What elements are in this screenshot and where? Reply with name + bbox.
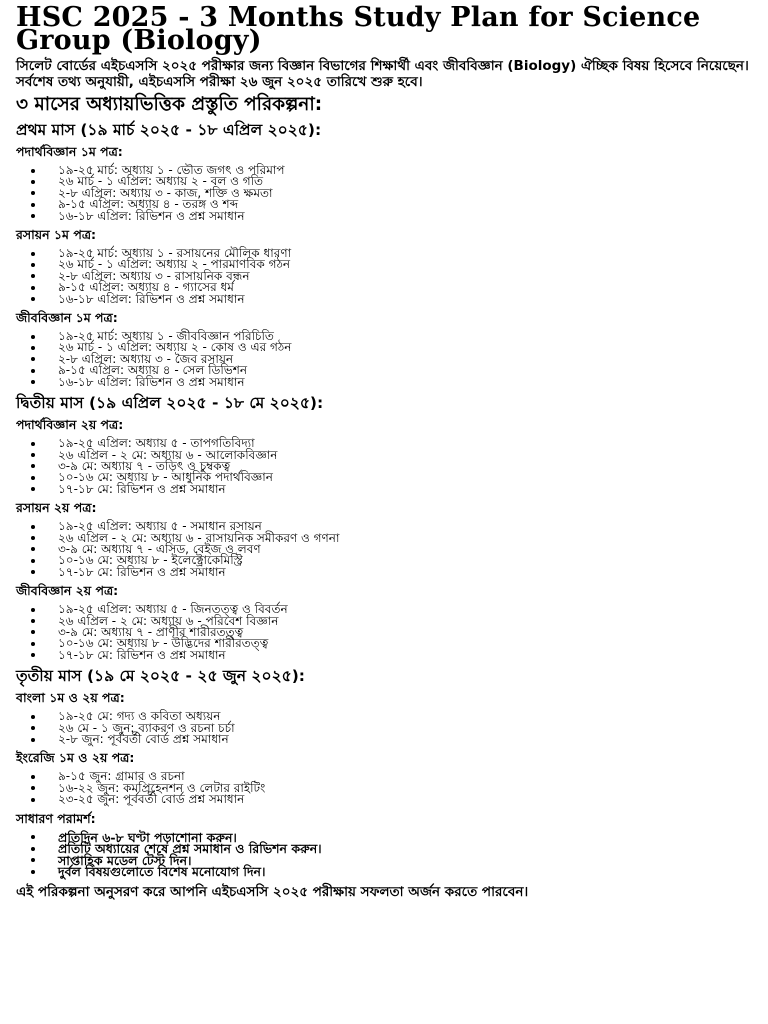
- chapter-list: [16, 604, 752, 661]
- list-item: ২-৮ এপ্রিল: অধ্যায় ৩ - কাজ, শক্তি ও ক্ষমতা: [58, 188, 752, 199]
- list-item: সাপ্তাহিক মডেল টেস্ট দিন।: [58, 855, 752, 867]
- subject-heading: পদার্থবিজ্ঞান ১ম পত্র:: [16, 144, 123, 159]
- list-item: ২৬ মার্চ - ১ এপ্রিল: অধ্যায় ২ - বল ও গতি: [58, 176, 752, 187]
- list-item: ১০-১৬ মে: অধ্যায় ৮ - আধুনিক পদার্থবিজ্ঞান: [58, 472, 752, 483]
- list-item: প্রতিদিন ৬-৮ ঘণ্টা পড়াশোনা করুন।: [58, 832, 752, 844]
- chapter-list: [16, 165, 752, 222]
- subject-heading: পদার্থবিজ্ঞান ২য় পত্র:: [16, 417, 124, 433]
- advice-list: [16, 829, 752, 880]
- month-heading: দ্বিতীয় মাস (১৯ এপ্রিল ২০২৫ - ১৮ মে ২০২৫):: [16, 394, 324, 413]
- list-item: ১৯-২৫ মার্চ: অধ্যায় ১ - রসায়নের মৌলিক ধারণা: [58, 248, 752, 259]
- list-item: ৯-১৫ এপ্রিল: অধ্যায় ৪ - গ্যাসের ধর্ম: [58, 282, 752, 293]
- list-item: ২৬ মার্চ - ১ এপ্রিল: অধ্যায় ২ - কোষ ও এর গঠন: [58, 342, 752, 353]
- list-item: ১৯-২৫ মার্চ: অধ্যায় ১ - জীববিজ্ঞান পরিচিতি: [58, 331, 752, 342]
- closing-paragraph: এই পরিকল্পনা অনুসরণ করে আপনি এইচএসসি ২০২৫ পরীক্ষায় সফলতা অর্জন করতে পারবেন।: [16, 883, 529, 900]
- chapter-list: [16, 521, 752, 578]
- list-item: ১৯-২৫ এপ্রিল: অধ্যায় ৫ - জিনতত্ত্ব ও বিবর্তন: [58, 604, 752, 615]
- list-item: ৯-১৫ জুন: গ্রামার ও রচনা: [58, 771, 752, 782]
- list-item: ১০-১৬ মে: অধ্যায় ৮ - ইলেক্ট্রোকেমিস্ট্রি: [58, 555, 752, 566]
- list-item: ১৯-২৫ এপ্রিল: অধ্যায় ৫ - তাপগতিবিদ্যা: [58, 438, 752, 449]
- list-item: ১৭-১৮ মে: রিভিশন ও প্রশ্ন সমাধান: [58, 484, 752, 495]
- list-item: ১৭-১৮ মে: রিভিশন ও প্রশ্ন সমাধান: [58, 650, 752, 661]
- subject-heading: বাংলা ১ম ও ২য় পত্র:: [16, 690, 125, 706]
- list-item: ৯-১৫ এপ্রিল: অধ্যায় ৪ - তরঙ্গ ও শব্দ: [58, 199, 752, 210]
- list-item: ১৯-২৫ এপ্রিল: অধ্যায় ৫ - সমাধান রসায়ন: [58, 521, 752, 532]
- list-item: ১০-১৬ মে: অধ্যায় ৮ - উদ্ভিদের শারীরতত্ত্ব: [58, 638, 752, 649]
- list-item: প্রতিটি অধ্যায়ের শেষে প্রশ্ন সমাধান ও রিভিশন করুন।: [58, 843, 752, 855]
- list-item: দুর্বল বিষয়গুলোতে বিশেষ মনোযোগ দিন।: [58, 866, 752, 878]
- chapter-list: [16, 771, 752, 805]
- list-item: ২৬ এপ্রিল - ২ মে: অধ্যায় ৬ - রাসায়নিক সমীকরণ ও গণনা: [58, 533, 752, 544]
- chapter-list: [16, 711, 752, 745]
- page-title: HSC 2025 - 3 Months Study Plan for Science Group (Biology): [16, 2, 701, 56]
- month-heading: প্রথম মাস (১৯ মার্চ ২০২৫ - ১৮ এপ্রিল ২০২৫):: [16, 121, 322, 139]
- advice-heading: সাধারণ পরামর্শ:: [16, 810, 96, 826]
- subject-heading: রসায়ন ১ম পত্র:: [16, 227, 97, 243]
- subject-heading: জীববিজ্ঞান ১ম পত্র:: [16, 310, 118, 326]
- list-item: ২-৮ এপ্রিল: অধ্যায় ৩ - রাসায়নিক বন্ধন: [58, 271, 752, 282]
- subject-heading: জীববিজ্ঞান ২য় পত্র:: [16, 583, 119, 599]
- list-item: ২-৮ জুন: পূর্ববর্তী বোর্ড প্রশ্ন সমাধান: [58, 734, 752, 745]
- chapter-list: [16, 331, 752, 388]
- chapter-list: [16, 438, 752, 495]
- list-item: ১৬-১৮ এপ্রিল: রিভিশন ও প্রশ্ন সমাধান: [58, 211, 752, 222]
- month-heading: তৃতীয় মাস (১৯ মে ২০২৫ - ২৫ জুন ২০২৫):: [16, 667, 305, 686]
- list-item: ২-৮ এপ্রিল: অধ্যায় ৩ - জৈব রসায়ন: [58, 354, 752, 365]
- list-item: ৩-৯ মে: অধ্যায় ৭ - এসিড, বেইজ ও লবণ: [58, 544, 752, 555]
- list-item: ২৬ মে - ১ জুন: ব্যাকরণ ও রচনা চর্চা: [58, 723, 752, 734]
- months-container: [16, 120, 752, 806]
- subject-heading: ইংরেজি ১ম ও ২য় পত্র:: [16, 750, 135, 766]
- list-item: ২৬ এপ্রিল - ২ মে: অধ্যায় ৬ - পরিবেশ বিজ্ঞান: [58, 616, 752, 627]
- list-item: ১৯-২৫ মে: গদ্য ও কবিতা অধ্যয়ন: [58, 711, 752, 722]
- intro-paragraph: সিলেট বোর্ডের এইচএসসি ২০২৫ পরীক্ষার জন্য বিজ্ঞান বিভাগের শিক্ষার্থী এবং জীববিজ্ঞান (Biology) ঐচ্ছিক বিষয় হিসেবে নিয়েছেন। সর্বশেষ তথ্য অনুযায়ী, এইচএসসি পরীক্ষা ২৬ জুন ২০২৫ তারিখে শুরু হবে।: [16, 58, 749, 90]
- list-item: ২৩-২৫ জুন: পূর্ববর্তী বোর্ড প্রশ্ন সমাধান: [58, 794, 752, 805]
- list-item: ৯-১৫ এপ্রিল: অধ্যায় ৪ - সেল ডিভিশন: [58, 365, 752, 376]
- subject-heading: রসায়ন ২য় পত্র:: [16, 500, 97, 516]
- list-item: ৩-৯ মে: অধ্যায় ৭ - তড়িৎ ও চুম্বকত্ব: [58, 461, 752, 472]
- list-item: ১৬-১৮ এপ্রিল: রিভিশন ও প্রশ্ন সমাধান: [58, 294, 752, 305]
- list-item: ১৭-১৮ মে: রিভিশন ও প্রশ্ন সমাধান: [58, 567, 752, 578]
- list-item: ২৬ এপ্রিল - ২ মে: অধ্যায় ৬ - আলোকবিজ্ঞান: [58, 450, 752, 461]
- list-item: ২৬ মার্চ - ১ এপ্রিল: অধ্যায় ২ - পারমাণবিক গঠন: [58, 259, 752, 270]
- list-item: ৩-৯ মে: অধ্যায় ৭ - প্রাণীর শারীরতত্ত্ব: [58, 627, 752, 638]
- list-item: ১৬-২২ জুন: কমপ্রিহেনশন ও লেটার রাইটিং: [58, 783, 752, 794]
- list-item: ১৯-২৫ মার্চ: অধ্যায় ১ - ভৌত জগৎ ও পরিমাপ: [58, 165, 752, 176]
- chapter-list: [16, 248, 752, 305]
- plan-heading: ৩ মাসের অধ্যায়ভিত্তিক প্রস্তুতি পরিকল্পনা:: [16, 94, 323, 115]
- list-item: ১৬-১৮ এপ্রিল: রিভিশন ও প্রশ্ন সমাধান: [58, 377, 752, 388]
